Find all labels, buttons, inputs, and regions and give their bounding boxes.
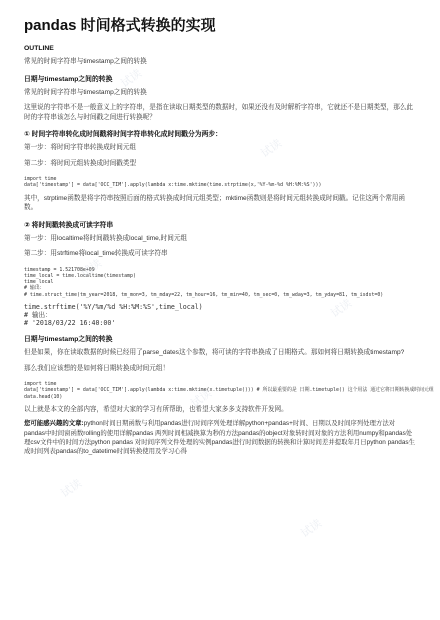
page-title: pandas 时间格式转换的实现	[24, 17, 216, 34]
watermark-text: 试读	[78, 256, 105, 281]
section1-heading: 日期与timestamp之间的转换	[24, 75, 113, 83]
outline-line: 常见的时间字符串与timestamp之间的转换	[24, 58, 147, 65]
outline-heading: OUTLINE	[24, 45, 54, 52]
para-2: 其中，strptime函数是将字符串按照后面的格式转换成时间元组类型；mktime函数则是将时间元组转换成时间戳。记住这两个常用函数。	[24, 194, 405, 212]
code-block-3: time.strftime('%Y/%m/%d %H:%M:%S',time_local) # 输出： # '2018/03/22 16:40:00'	[24, 303, 203, 328]
step-heading-1: ① 时间字符串转化成时间戳将时间字符串转化成时间戳分为两步：	[24, 131, 222, 138]
section2-para2: 那么我们应该想的是如何将日期转换成时间元组！	[24, 364, 170, 372]
related-label: 您可能感兴趣的文章:	[24, 420, 84, 428]
watermark-text: 试读	[258, 136, 285, 161]
watermark-text: 试读	[328, 296, 355, 321]
watermark-text: 试读	[118, 66, 145, 91]
code-block-4: import time data['timestamp'] = data['OCC_TIM'].apply(lambda x:time.mktime(x.timetuple())) # 所以最重要的是 日期.timetuple() 这个用法 通过它将日期转换成时间元组 data.head(10)	[24, 381, 434, 400]
code-block-1: import time data['timestamp'] = data['OCC_TIM'].apply(lambda x:time.mktime(time.strptime(x,'%Y-%m-%d %H:%M:%S')))	[24, 176, 322, 189]
step2-2: 第二步：用strftime将local_time转换成可读字符串	[24, 250, 168, 258]
related-text: python时间日期函数与利用pandas进行时间序列处理详解python+pandas+时间、日期以及时间序列处理方法对pandas中时间窗函数rolling的使用详解pandas 两列时间相减换算为秒的方法pandas的object对象转时间对象的方法利用numpy和pandas处理csv文件中的时间方法python pandas 对时间序列文件处理的实例pandas进行时间数据的转换和计算时间差并提取年月日python pandas生成时间列表pandas的to_datetime时间转换使用及学习心得	[24, 420, 415, 456]
step1-2: 第二步：将时间元组转换成时间戳类型	[24, 159, 137, 167]
watermark-text: 试读	[298, 516, 325, 541]
section1-sub: 常见的时间字符串与timestamp之间的转换	[24, 88, 147, 96]
section1-para: 这里说的字符串不是一般意义上的字符串，是指在读取日期类型的数据时，如果还没有及时解析字符串，它就还不是日期类型，那么此时的字符串该怎么与时间戳之间进行转换呢？	[24, 104, 414, 121]
step-heading-2: ② 将时间戳转换成可读字符串	[24, 221, 114, 229]
section2-para: 但是如果，你在读取数据的时候已经用了parse_dates这个参数，将可读的字符串换成了日期格式。那如何将日期转换成timestamp?	[24, 349, 405, 357]
step2-1: 第一步：用localtime将时间戳转换成local_time,时间元组	[24, 234, 188, 242]
step1-1: 第一步：将时间字符串转换成时间元组	[24, 144, 137, 151]
watermark-text: 试读	[188, 386, 215, 411]
section2-heading: 日期与timestamp之间的转换	[24, 336, 113, 344]
watermark-text: 试读	[58, 476, 85, 501]
related-articles	[24, 419, 416, 456]
footer-note: 以上就是本文的全部内容，希望对大家的学习有所帮助，也希望大家多多支持软件开发网。	[24, 405, 288, 413]
code-block-2: timestamp = 1.521708e+09 time_local = time.localtime(timestamp) time_local # 输出： # time.struct_time(tm_year=2018, tm_mon=3, tm_mday=22, tm_hour=16, tm_min=40, tm_sec=0, tm_wday=3, tm_yday=81, tm_isdst=0)	[24, 266, 384, 298]
